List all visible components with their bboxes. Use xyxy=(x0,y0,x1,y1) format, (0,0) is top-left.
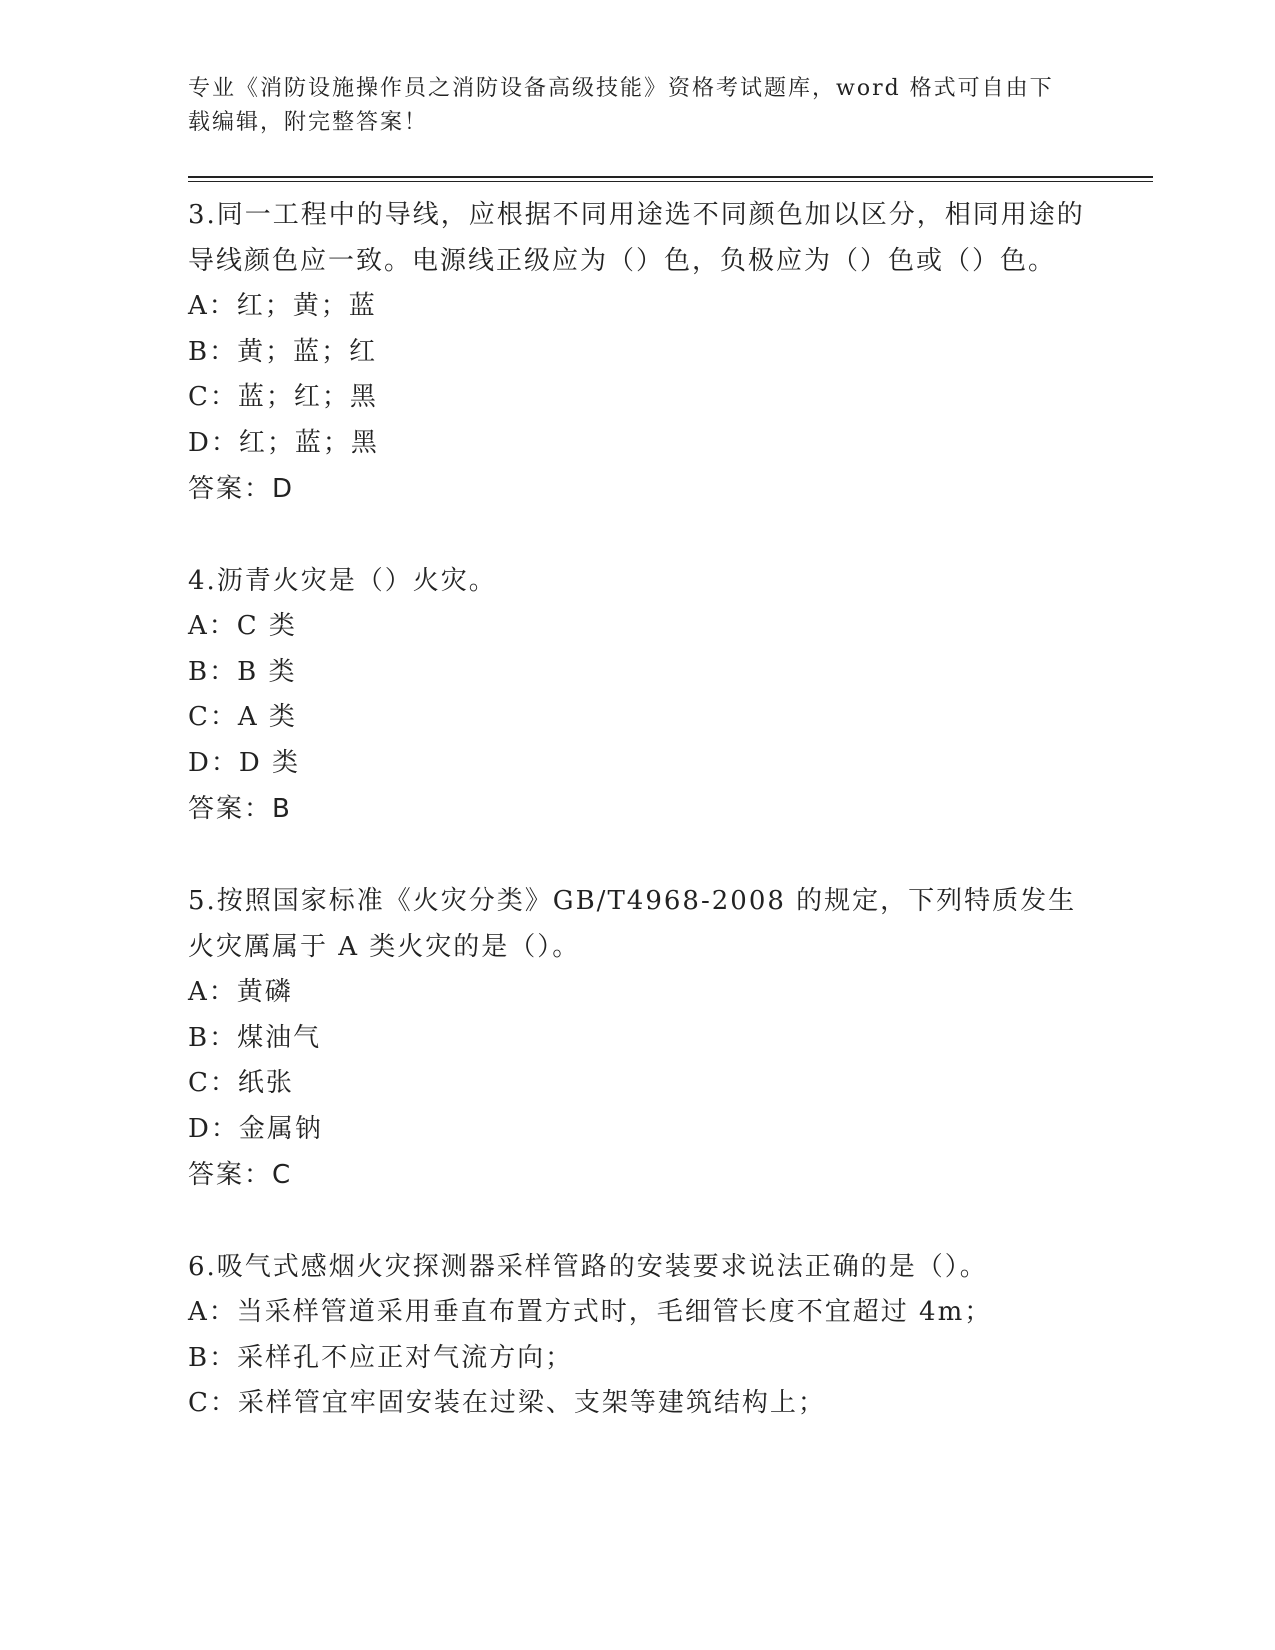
option-b: B：煤油气 xyxy=(188,1022,322,1053)
answer-line: 答案：B xyxy=(188,794,292,824)
option-b: B：黄；蓝；红 xyxy=(188,336,378,367)
answer-line: 答案：D xyxy=(188,474,295,504)
option-a: A：C 类 xyxy=(188,611,297,641)
option-b: B：B 类 xyxy=(188,656,297,687)
option-d: D：金属钠 xyxy=(188,1113,323,1144)
option-a: A：当采样管道采用垂直布置方式时，毛细管长度不宜超过 4m； xyxy=(188,1297,993,1327)
question-6 xyxy=(188,1244,1088,1427)
option-d: D：D 类 xyxy=(188,747,300,778)
question-stem: 6.吸气式感烟火灾探测器采样管路的安装要求说法正确的是（）。 xyxy=(188,1252,988,1282)
question-list xyxy=(188,192,1088,1427)
option-d: D：红；蓝；黑 xyxy=(188,427,379,458)
question-3 xyxy=(188,192,1088,512)
option-a: A：红；黄；蓝 xyxy=(188,291,377,321)
option-b: B：采样孔不应正对气流方向； xyxy=(188,1342,574,1373)
document-header: 专业《消防设施操作员之消防设备高级技能》资格考试题库，word 格式可自由下载编辑，附完整答案！ xyxy=(188,76,1054,135)
spacer xyxy=(188,512,1088,558)
option-c: C：蓝；红；黑 xyxy=(188,382,378,412)
question-stem: 4.沥青火灾是（）火灾。 xyxy=(188,566,497,596)
option-c: C：纸张 xyxy=(188,1068,294,1098)
question-5 xyxy=(188,878,1088,1198)
header-divider-thin xyxy=(188,181,1153,182)
spacer xyxy=(188,832,1088,878)
option-c: C：采样管宜牢固安装在过梁、支架等建筑结构上； xyxy=(188,1388,826,1418)
option-a: A：黄磷 xyxy=(188,977,293,1007)
option-c: C：A 类 xyxy=(188,702,297,732)
spacer xyxy=(188,1198,1088,1244)
header-divider-thick xyxy=(188,176,1153,178)
question-4 xyxy=(188,558,1088,832)
answer-line: 答案：C xyxy=(188,1160,293,1190)
question-stem: 3.同一工程中的导线，应根据不同用途选不同颜色加以区分，相同用途的导线颜色应一致。电源线正级应为（）色，负极应为（）色或（）色。 xyxy=(188,200,1085,276)
question-stem: 5.按照国家标准《火灾分类》GB/T4968-2008 的规定，下列特质发生火灾厲属于 A 类火灾的是（）。 xyxy=(188,886,1077,962)
